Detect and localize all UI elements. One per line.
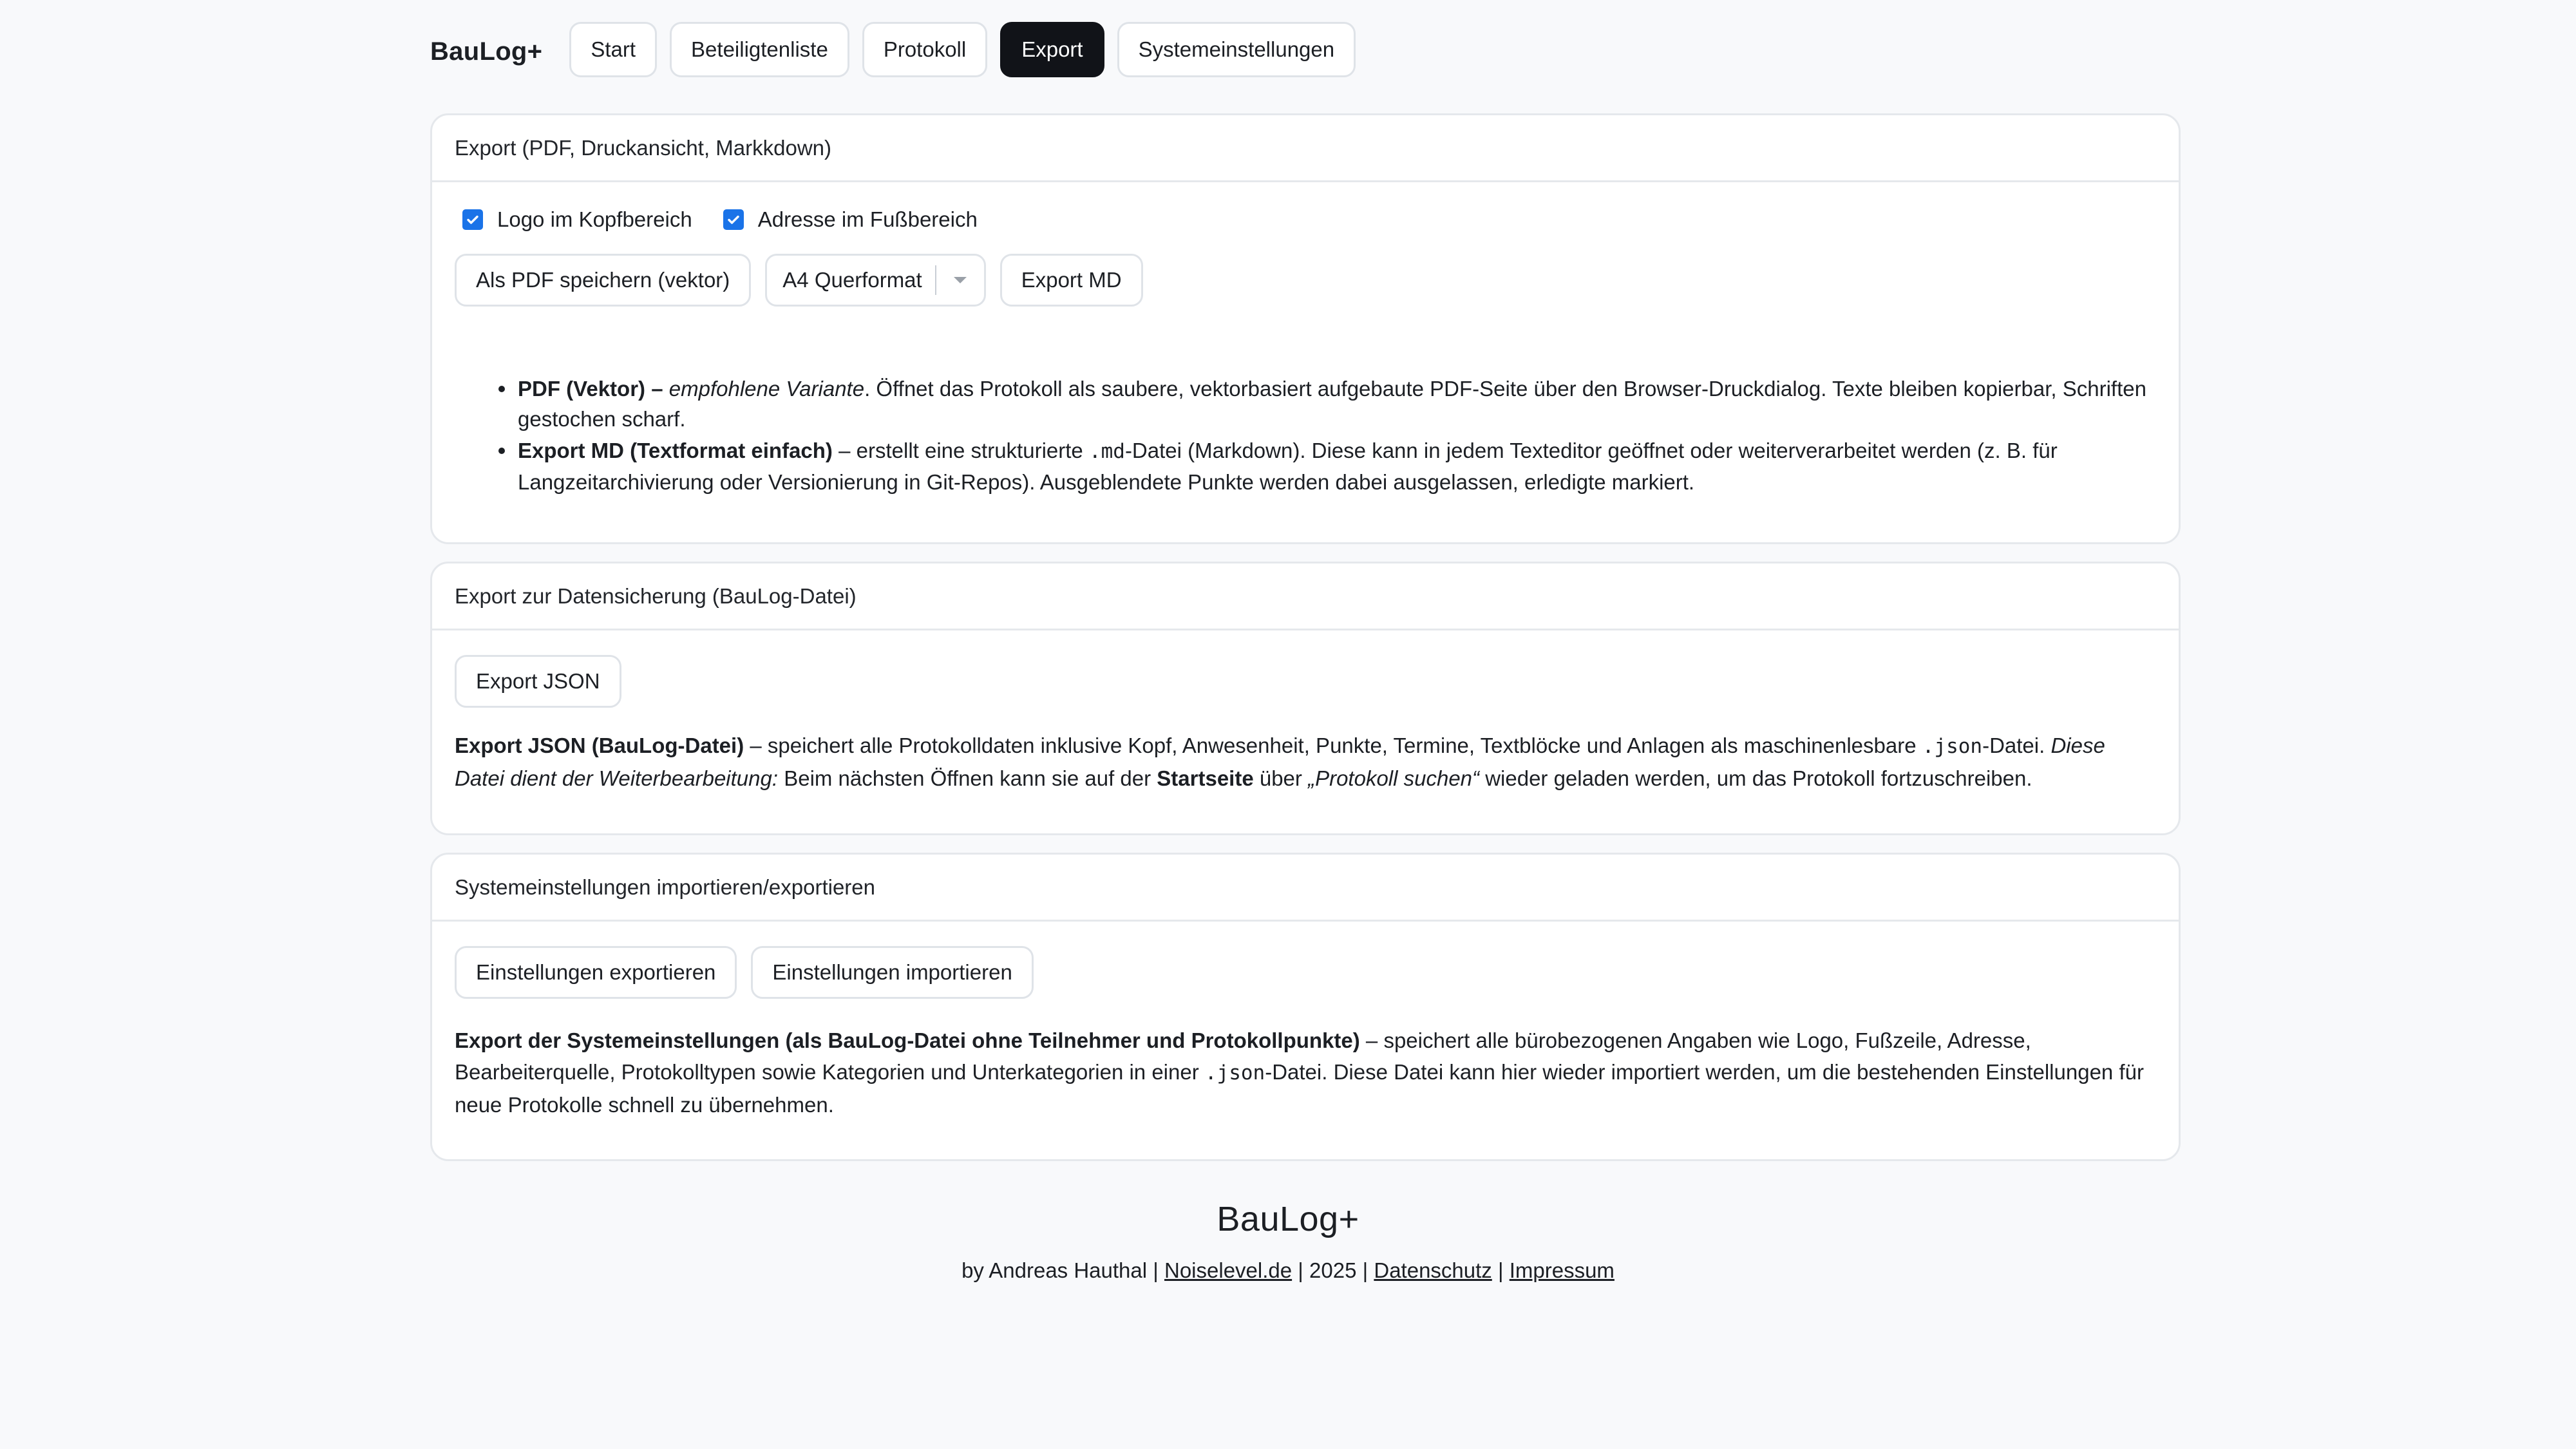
backup-desc-emphasis: Diese Datei dient der Weiterbearbeitung: bbox=[455, 734, 2105, 790]
list-item bbox=[518, 435, 2156, 497]
format-select-value: A4 Querformat bbox=[782, 268, 922, 292]
nav-export[interactable]: Export bbox=[1000, 22, 1104, 77]
footer-separator: | bbox=[1492, 1258, 1510, 1282]
backup-desc-text: – speichert alle Protokolldaten inklusive Kopf, Anwesenheit, Punkte, Termine, Textblöcke und Anlagen als maschinenlesbare bbox=[744, 734, 1922, 757]
md-info-code: .md bbox=[1088, 440, 1125, 463]
backup-description bbox=[455, 730, 2156, 795]
export-settings-button[interactable]: Einstellungen exportieren bbox=[455, 946, 737, 999]
top-nav bbox=[430, 0, 2181, 95]
nav-protokoll[interactable]: Protokoll bbox=[862, 22, 987, 77]
pdf-info-title: PDF (Vektor) bbox=[518, 377, 646, 401]
nav-beteiligtenliste[interactable]: Beteiligtenliste bbox=[670, 22, 849, 77]
brand-logo: BauLog+ bbox=[430, 37, 543, 66]
settings-desc-title: Export der Systemeinstellungen (als BauLog-Datei ohne Teilnehmer und Protokollpunkte) bbox=[455, 1028, 1360, 1052]
list-item bbox=[518, 374, 2156, 434]
settings-card-title: Systemeinstellungen importieren/exportieren bbox=[432, 855, 2179, 922]
export-actions bbox=[455, 254, 2156, 307]
backup-card bbox=[430, 562, 2181, 835]
pdf-info-text: . Öffnet das Protokoll als saubere, vektorbasiert aufgebaute PDF-Seite über den Browser-Druckdialog. Texte bleiben kopierbar, Schriften gestochen scharf. bbox=[518, 377, 2146, 431]
pdf-info-dash: – bbox=[645, 377, 669, 401]
address-checkbox[interactable] bbox=[723, 209, 744, 230]
chevron-down-icon[interactable] bbox=[936, 275, 984, 285]
checkmark-icon bbox=[726, 212, 741, 227]
footer-author: by Andreas Hauthal | bbox=[961, 1258, 1164, 1282]
nav-systemeinstellungen[interactable]: Systemeinstellungen bbox=[1117, 22, 1356, 77]
backup-desc-title: Export JSON (BauLog-Datei) bbox=[455, 734, 744, 757]
backup-desc-text-5: wieder geladen werden, um das Protokoll fortzuschreiben. bbox=[1479, 766, 2032, 790]
backup-desc-text-2: -Datei. bbox=[1982, 734, 2051, 757]
footer-year: | 2025 | bbox=[1292, 1258, 1374, 1282]
format-select[interactable] bbox=[765, 254, 985, 307]
footer-title: BauLog+ bbox=[1217, 1200, 1359, 1238]
export-md-button[interactable]: Export MD bbox=[1000, 254, 1143, 307]
app-container bbox=[430, 0, 2181, 1179]
settings-desc-text-2: -Datei. Diese Datei kann hier wieder importiert werden, um die bestehenden Einstellungen für neue Protokolle schnell zu übernehmen. bbox=[455, 1060, 2144, 1117]
backup-desc-text-3: Beim nächsten Öffnen kann sie auf der bbox=[778, 766, 1157, 790]
export-card bbox=[430, 113, 2181, 544]
backup-desc-startseite: Startseite bbox=[1157, 766, 1254, 790]
footer-line bbox=[0, 1258, 2576, 1283]
footer bbox=[0, 1199, 2576, 1283]
export-card-title: Export (PDF, Druckansicht, Markkdown) bbox=[432, 115, 2179, 182]
impressum-link[interactable]: Impressum bbox=[1509, 1258, 1615, 1282]
import-settings-button[interactable]: Einstellungen importieren bbox=[751, 946, 1033, 999]
logo-checkbox-label[interactable]: Logo im Kopfbereich bbox=[497, 207, 692, 231]
pdf-info-emphasis: empfohlene Variante bbox=[668, 377, 865, 401]
md-info-text-2: -Datei (Markdown). Diese kann in jedem Texteditor geöffnet oder weiterverarbeitet werden (z. B. für Langzeitarchivierung oder Versionierung in Git-Repos). Ausgeblendete Punkte werden dabei ausgelassen, erledigte markiert. bbox=[518, 439, 2058, 494]
settings-desc-text: – speichert alle bürobezogenen Angaben wie Logo, Fußzeile, Adresse, Bearbeiterquelle, Protokolltypen sowie Kategorien und Unterkategorien in einer bbox=[455, 1028, 2031, 1084]
settings-desc-code: .json bbox=[1204, 1061, 1265, 1084]
md-info-title: Export MD (Textformat einfach) bbox=[518, 439, 833, 462]
settings-card bbox=[430, 853, 2181, 1161]
address-checkbox-label[interactable]: Adresse im Fußbereich bbox=[757, 207, 978, 231]
logo-checkbox[interactable] bbox=[462, 209, 483, 230]
datenschutz-link[interactable]: Datenschutz bbox=[1374, 1258, 1492, 1282]
md-info-text: – erstellt eine strukturierte bbox=[832, 439, 1089, 462]
settings-description bbox=[455, 1025, 2156, 1121]
save-pdf-button[interactable]: Als PDF speichern (vektor) bbox=[455, 254, 751, 307]
checkmark-icon bbox=[465, 212, 480, 227]
nav-start[interactable]: Start bbox=[569, 22, 657, 77]
backup-desc-text-4: über bbox=[1253, 766, 1309, 790]
backup-desc-emphasis-2: „Protokoll suchen“ bbox=[1308, 766, 1480, 790]
export-info-list bbox=[455, 374, 2156, 497]
noiselevel-link[interactable]: Noiselevel.de bbox=[1164, 1258, 1293, 1282]
backup-card-title: Export zur Datensicherung (BauLog-Datei) bbox=[432, 564, 2179, 630]
backup-desc-code: .json bbox=[1922, 735, 1983, 758]
export-json-button[interactable]: Export JSON bbox=[455, 655, 621, 708]
export-options bbox=[455, 204, 2156, 235]
